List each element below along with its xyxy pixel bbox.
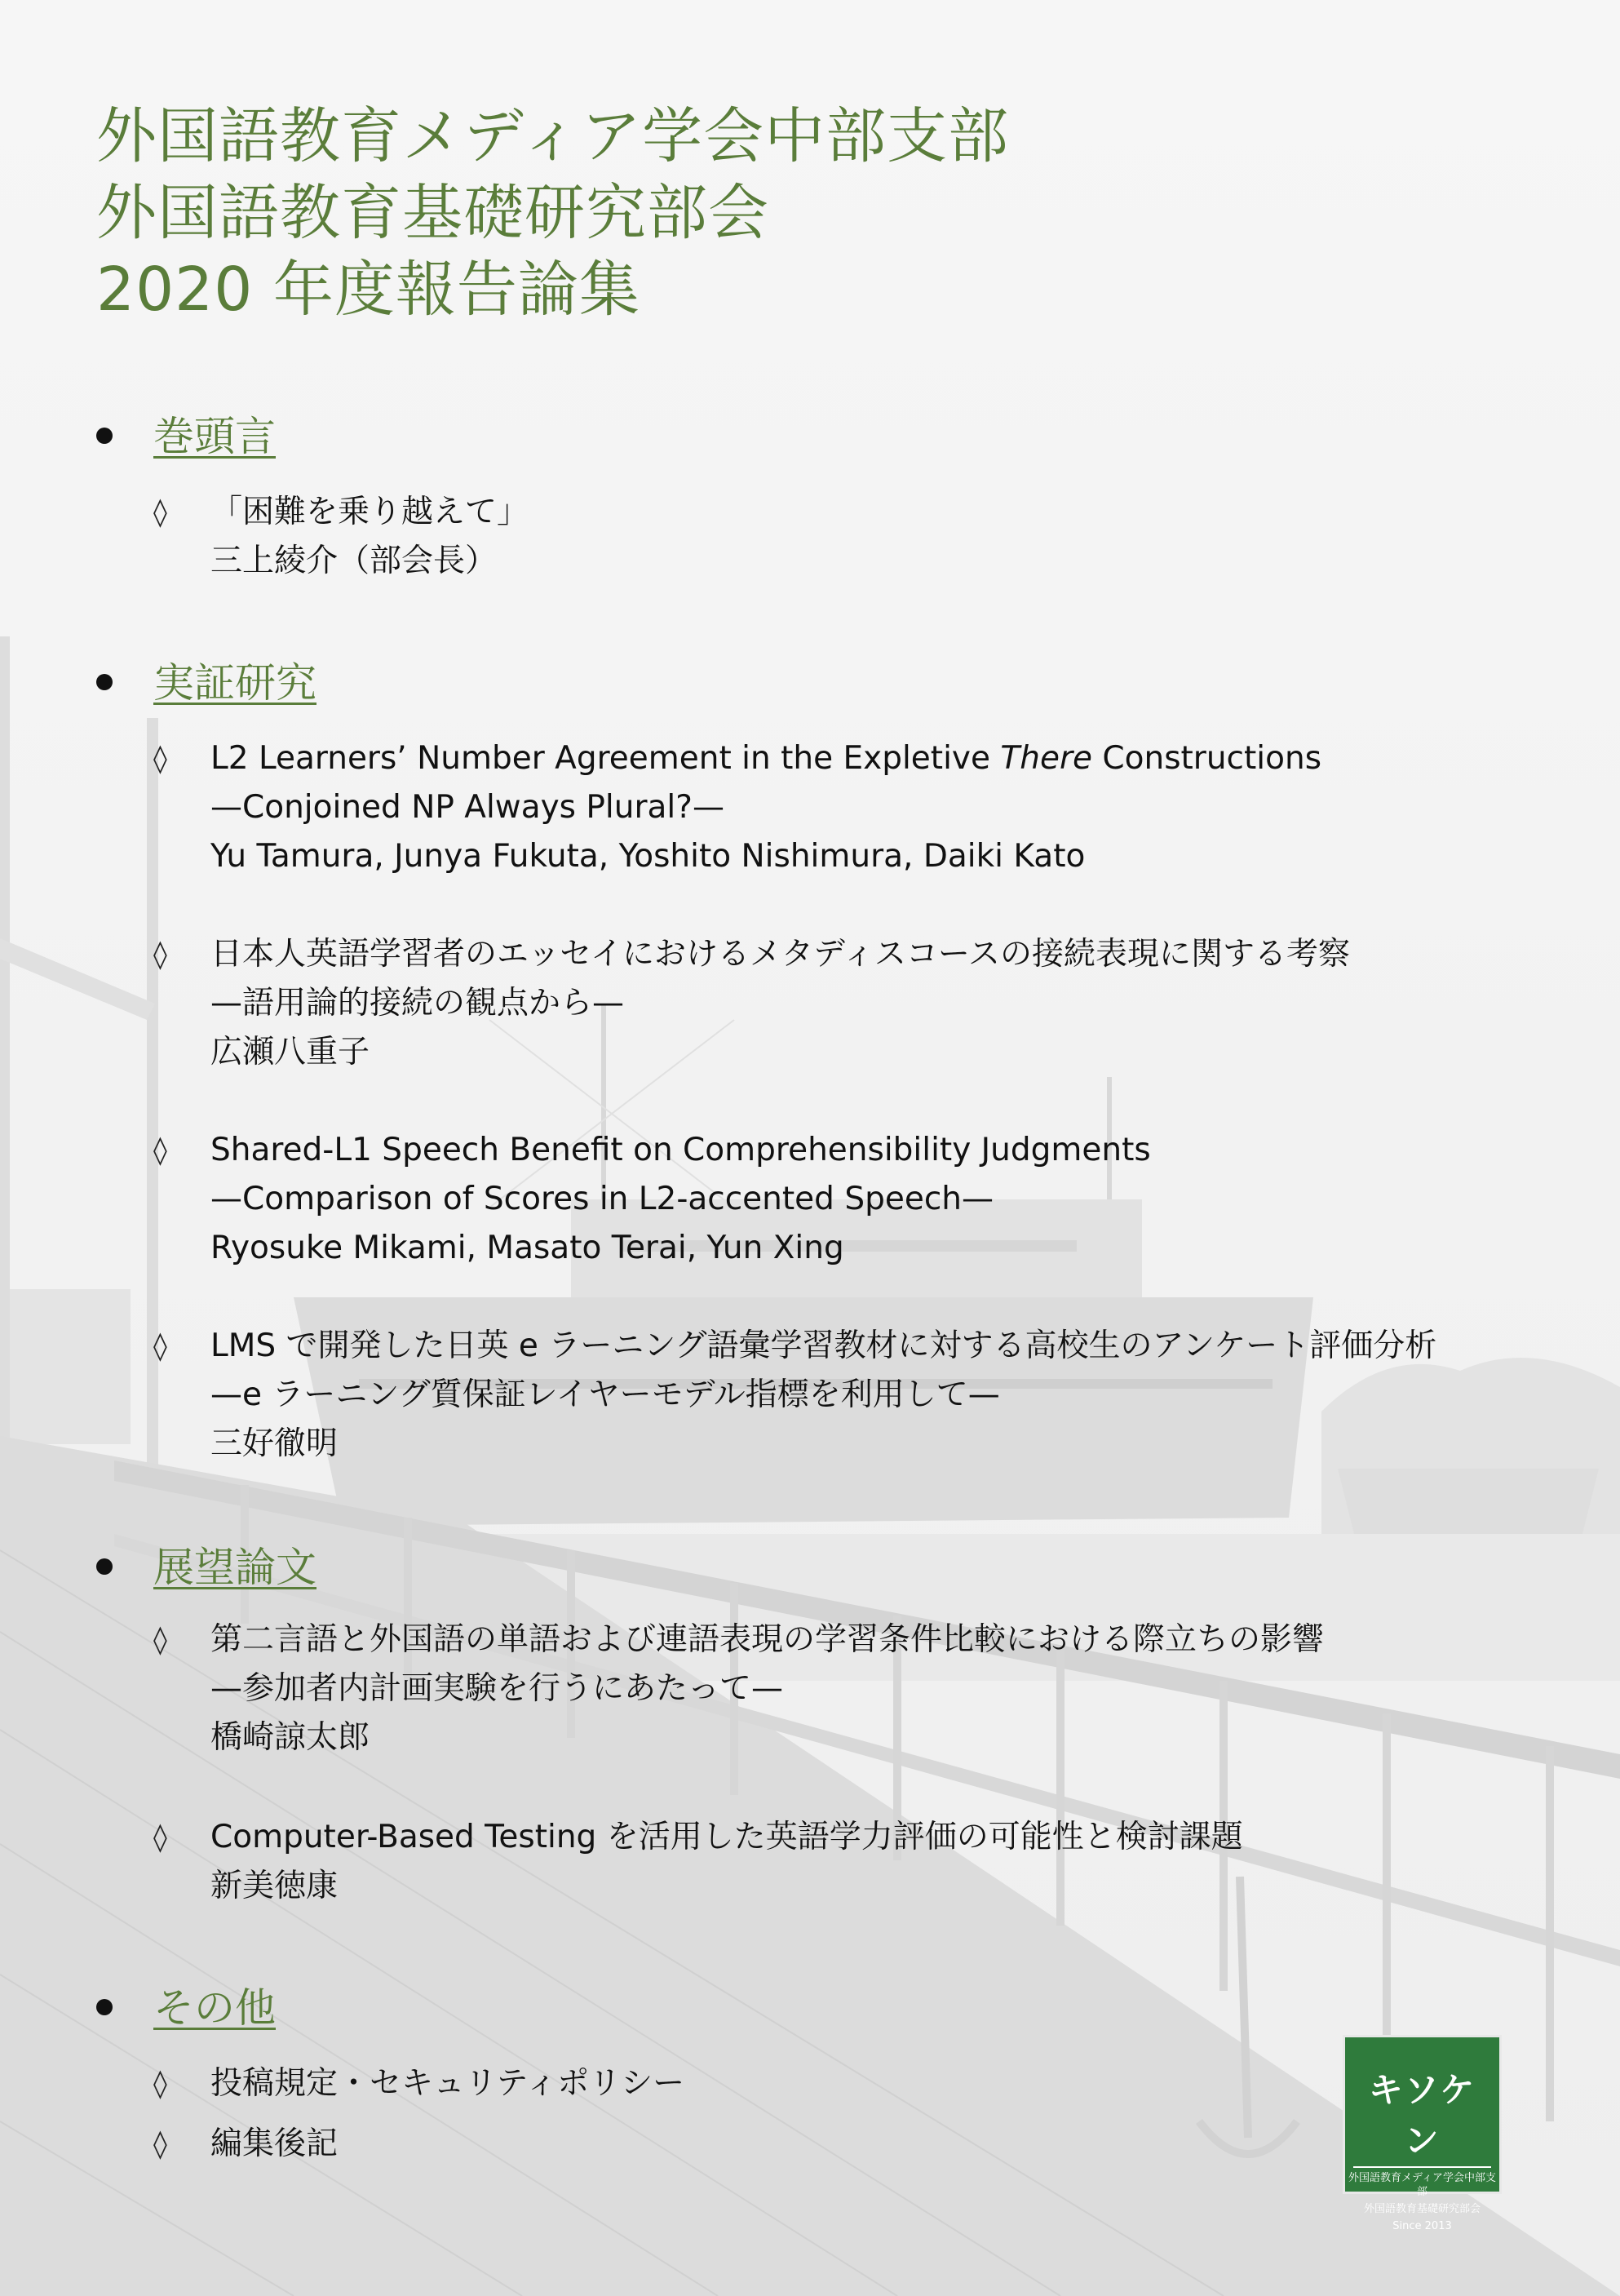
logo-subtitle: 外国語教育メディア学会中部支部 [1348,2172,1496,2198]
logo-title: キソケン [1353,2065,1491,2168]
diamond-bullet-icon: ◊ [153,1821,167,1854]
item-title: 編集後記 [210,2125,339,2162]
item-author: 広瀬八重子 [210,1034,370,1070]
item-author: 三好徹明 [210,1425,339,1462]
section-link-perspective-papers[interactable]: 展望論文 [153,1544,316,1591]
item-title: L2 Learners’ Number Agreement in the Expletive There Constructions [210,740,1322,777]
kisoken-logo [1343,2035,1502,2232]
bullet-icon [96,1999,113,2015]
item-subtitle: —語用論的接続の観点から— [210,985,625,1022]
diamond-bullet-icon: ◊ [153,2128,167,2161]
title-line: 2020 年度報告論集 [96,255,640,325]
item-author: 橋崎諒太郎 [210,1719,370,1756]
item-title: 投稿規定・セキュリティポリシー [210,2065,685,2102]
report-title [96,98,1009,328]
bullet-icon [96,428,113,444]
diamond-bullet-icon: ◊ [153,1330,167,1363]
item-subtitle: —Comparison of Scores in L2-accented Speech— [210,1181,994,1217]
item-author: Yu Tamura, Junya Fukuta, Yoshito Nishimura, Daiki Kato [210,838,1086,875]
logo-subtitle: Since 2013 [1392,2220,1452,2232]
section-link-empirical-research[interactable]: 実証研究 [153,659,316,707]
diamond-bullet-icon: ◊ [153,1134,167,1167]
item-title: 「困難を乗り越えて」 [210,494,529,530]
item-title: LMS で開発した日英 e ラーニング語彙学習教材に対する高校生のアンケート評価分析 [210,1328,1437,1364]
bullet-icon [96,674,113,690]
item-subtitle: —参加者内計画実験を行うにあたって— [210,1670,784,1707]
item-title: Computer-Based Testing を活用した英語学力評価の可能性と検討課題 [210,1819,1243,1855]
item-title: 日本人英語学習者のエッセイにおけるメタディスコースの接続表現に関する考察 [210,936,1350,973]
logo-subtitle: 外国語教育基礎研究部会 [1363,2203,1481,2215]
section-link-other[interactable]: その他 [153,1984,276,2032]
title-line: 外国語教育メディア学会中部支部 [96,101,1010,171]
item-subtitle: —Conjoined NP Always Plural?— [210,789,724,826]
title-line: 外国語教育基礎研究部会 [96,178,769,248]
item-author: 新美徳康 [210,1868,339,1904]
item-author: 三上綾介（部会長） [210,543,498,579]
diamond-bullet-icon: ◊ [153,938,167,971]
diamond-bullet-icon: ◊ [153,496,167,529]
diamond-bullet-icon: ◊ [153,2068,167,2100]
section-link-foreword[interactable]: 巻頭言 [153,413,276,460]
item-author: Ryosuke Mikami, Masato Terai, Yun Xing [210,1230,844,1266]
bullet-icon [96,1558,113,1575]
diamond-bullet-icon: ◊ [153,1624,167,1656]
item-subtitle: —e ラーニング質保証レイヤーモデル指標を利用して— [210,1376,1000,1413]
item-title: Shared-L1 Speech Benefit on Comprehensibility Judgments [210,1132,1151,1168]
diamond-bullet-icon: ◊ [153,742,167,775]
item-title: 第二言語と外国語の単語および連語表現の学習条件比較における際立ちの影響 [210,1621,1325,1658]
